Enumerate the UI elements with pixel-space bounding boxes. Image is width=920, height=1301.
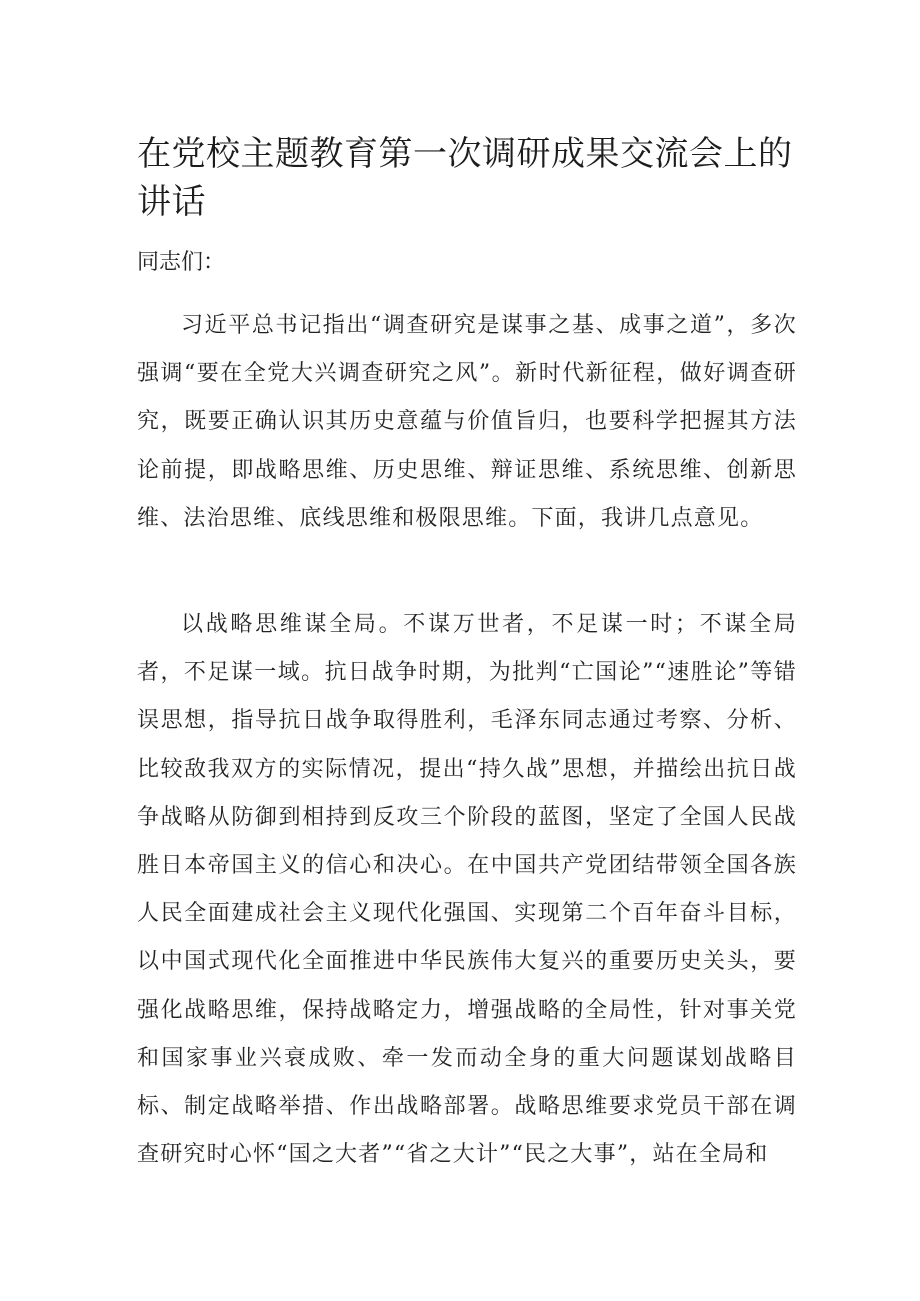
salutation: 同志们： [137,250,226,275]
paragraph-strategic-thinking: 以战略思维谋全局。不谋万世者，不足谋一时；不谋全局者，不足谋一域。抗日战争时期，为批判“亡国论”“速胜论”等错误思想，指导抗日战争取得胜利，毛泽东同志通过考察、分析、比较敌我双方的实际情况，提出“持久战”思想，并描绘出抗日战争战略从防御到相持到反攻三个阶段的蓝图，坚定了全国人民战胜日本帝国主义的信心和决心。在中国共产党团结带领全国各族人民全面建成社会主义现代化强国、实现第二个百年奋斗目标，以中国式现代化全面推进中华民族伟大复兴的重要历史关头，要强化战略思维，保持战略定力，增强战略的全局性，针对事关党和国家事业兴衰成败、牵一发而动全身的重大问题谋划战略目标、制定战略举措、作出战略部署。战略思维要求党员干部在调查研究时心怀“国之大者”“省之大计”“民之大事”，站在全局和 [137,612,797,1168]
paragraph-intro: 习近平总书记指出“调查研究是谋事之基、成事之道”，多次强调“要在全党大兴调查研究之风”。新时代新征程，做好调查研究，既要正确认识其历史意蕴与价值旨归，也要科学把握其方法论前提，即战略思维、历史思维、辩证思维、系统思维、创新思维、法治思维、底线思维和极限思维。下面，我讲几点意见。 [137,313,797,531]
document-title: 在党校主题教育第一次调研成果交流会上的讲话 [137,134,793,222]
